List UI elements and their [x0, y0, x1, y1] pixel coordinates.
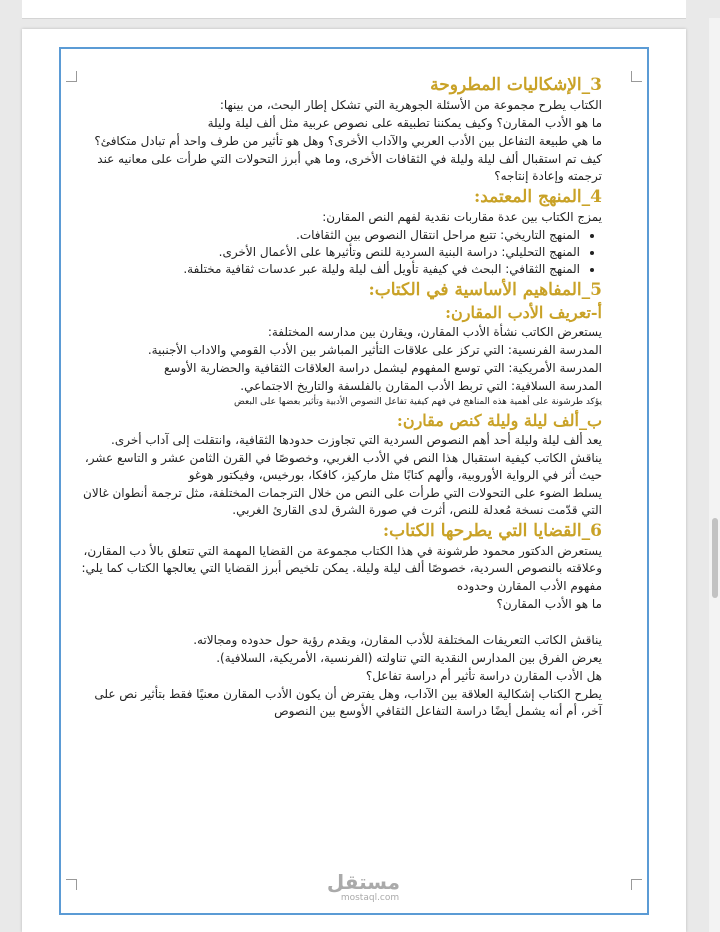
paragraph: يمزج الكتاب بين عدة مقاربات نقدية لفهم النص المقارن: — [322, 210, 602, 224]
paragraph: هل الأدب المقارن دراسة تأثير أم دراسة تفاعل؟ — [365, 669, 602, 683]
section-heading: 5_المفاهيم الأساسية في الكتاب: — [368, 280, 602, 300]
subsection-heading: ب_ألف ليلة وليلة كنص مقارن: — [396, 411, 602, 430]
section-heading: 4_المنهج المعتمد: — [473, 187, 602, 207]
paragraph: يعرض الفرق بين المدارس النقدية التي تناولته (الفرنسية، الأمريكية، السلافية). — [216, 651, 602, 665]
mostaql-watermark — [326, 870, 400, 904]
paragraph: المدرسة الأمريكية: التي توسع المفهوم ليشمل دراسة العلاقات الثقافية والحضارية الأوسع — [164, 361, 602, 375]
paragraph: يسلط الضوء على التحولات التي طرأت على النص من خلال الترجمات المختلفة، مثل ترجمة أنطوان غالان التي قدّمت نسخة مُعدلة للنص، أثرت في صورة الشرق لدى القارئ الغربي. — [83, 486, 602, 517]
paragraph: يعد ألف ليلة وليلة أحد أهم النصوص السردية التي تجاوزت حدودها الثقافية، وانتقلت إلى آداب أخرى. — [111, 433, 602, 447]
paragraph: مفهوم الأدب المقارن وحدوده — [456, 579, 602, 593]
paragraph: الكتاب يطرح مجموعة من الأسئلة الجوهرية التي تشكل إطار البحث، من بينها: — [219, 98, 602, 112]
paragraph: يناقش الكاتب التعريفات المختلفة للأدب المقارن، ويقدم رؤية حول حدوده ومجالاته. — [193, 633, 602, 647]
margin-mark-bottom-left — [66, 879, 77, 890]
list-item: • المنهج التاريخي: تتبع مراحل انتقال النصوص بين الثقافات. — [70, 227, 580, 244]
scrollbar[interactable] — [709, 18, 720, 932]
section-heading: 6_القضايا التي يطرحها الكتاب: — [382, 521, 602, 541]
paragraph: ما هي طبيعة التفاعل بين الأدب العربي والآداب الأخرى؟ وهل هو تأثير من طرف واحد أم تبادل متكافئ؟ — [94, 134, 602, 148]
paragraph: المدرسة الفرنسية: التي تركز على علاقات التأثير المباشر بين الأدب القومي والاداب الأجنبية. — [147, 343, 602, 357]
paragraph: يطرح الكتاب إشكالية العلاقة بين الآداب، وهل يفترض أن يكون الأدب المقارن معنيًا فقط بتأثير نص على آخر، أم أنه يشمل أيضًا دراسة التفاعل الثقافي الأوسع بين النصوص — [94, 687, 602, 718]
previous-page-edge — [22, 0, 686, 19]
margin-mark-bottom-right — [631, 879, 642, 890]
document-page — [22, 29, 686, 932]
watermark-logo-text: مستقل — [326, 870, 400, 894]
method-list — [70, 227, 602, 278]
subsection-heading: أ-تعريف الأدب المقارن: — [445, 303, 602, 322]
paragraph: ما هو الأدب المقارن؟ وكيف يمكننا تطبيقه على نصوص عربية مثل ألف ليلة وليلة — [207, 116, 602, 130]
paragraph: يستعرض الدكتور محمود طرشونة في هذا الكتاب مجموعة من القضايا المهمة التي تتعلق بالأ دب المقارن، وعلاقته بالنصوص السردية، خصوصًا ألف ليلة وليلة. يمكن تلخيص أبرز القضايا التي يعالجها الكتاب كما يلي: — [81, 544, 602, 575]
watermark-url: mostaql.com — [340, 893, 400, 903]
document-body — [70, 73, 602, 873]
paragraph: يستعرض الكاتب نشأة الأدب المقارن، ويقارن بين مدارسه المختلفة: — [267, 325, 602, 339]
section-heading: 3_الإشكاليات المطروحة — [430, 75, 602, 95]
margin-mark-top-right — [631, 71, 642, 82]
paragraph: يؤكد طرشونة على أهمية هذه المناهج في فهم كيفية تفاعل النصوص الأدبية وتأثير بعضها على البعض — [233, 397, 602, 407]
blank-line — [70, 614, 602, 632]
list-item: • المنهج التحليلي: دراسة البنية السردية للنص وتأثيرها على الأعمال الأخرى. — [70, 244, 580, 261]
list-item: • المنهج الثقافي: البحث في كيفية تأويل ألف ليلة وليلة عبر عدسات ثقافية مختلفة. — [70, 261, 580, 278]
paragraph: المدرسة السلافية: التي تربط الأدب المقارن بالفلسفة والتاريخ الاجتماعي. — [240, 379, 602, 393]
paragraph: كيف تم استقبال ألف ليلة وليلة في الثقافات الأخرى، وما هي أبرز التحولات التي طرأت على معانيه عند ترجمته وإعادة إنتاجه؟ — [97, 152, 602, 183]
scrollbar-thumb[interactable] — [712, 518, 718, 598]
paragraph: يناقش الكاتب كيفية استقبال هذا النص في الأدب الغربي، وخصوصًا في القرن الثامن عشر و التاسع عشر، حيث أثر في الرواية الأوروبية، وألهم كتابًا مثل ماركيز، كافكا، بورخيس، وفيكتور هوغو — [84, 451, 602, 482]
paragraph: ما هو الأدب المقارن؟ — [496, 597, 602, 611]
